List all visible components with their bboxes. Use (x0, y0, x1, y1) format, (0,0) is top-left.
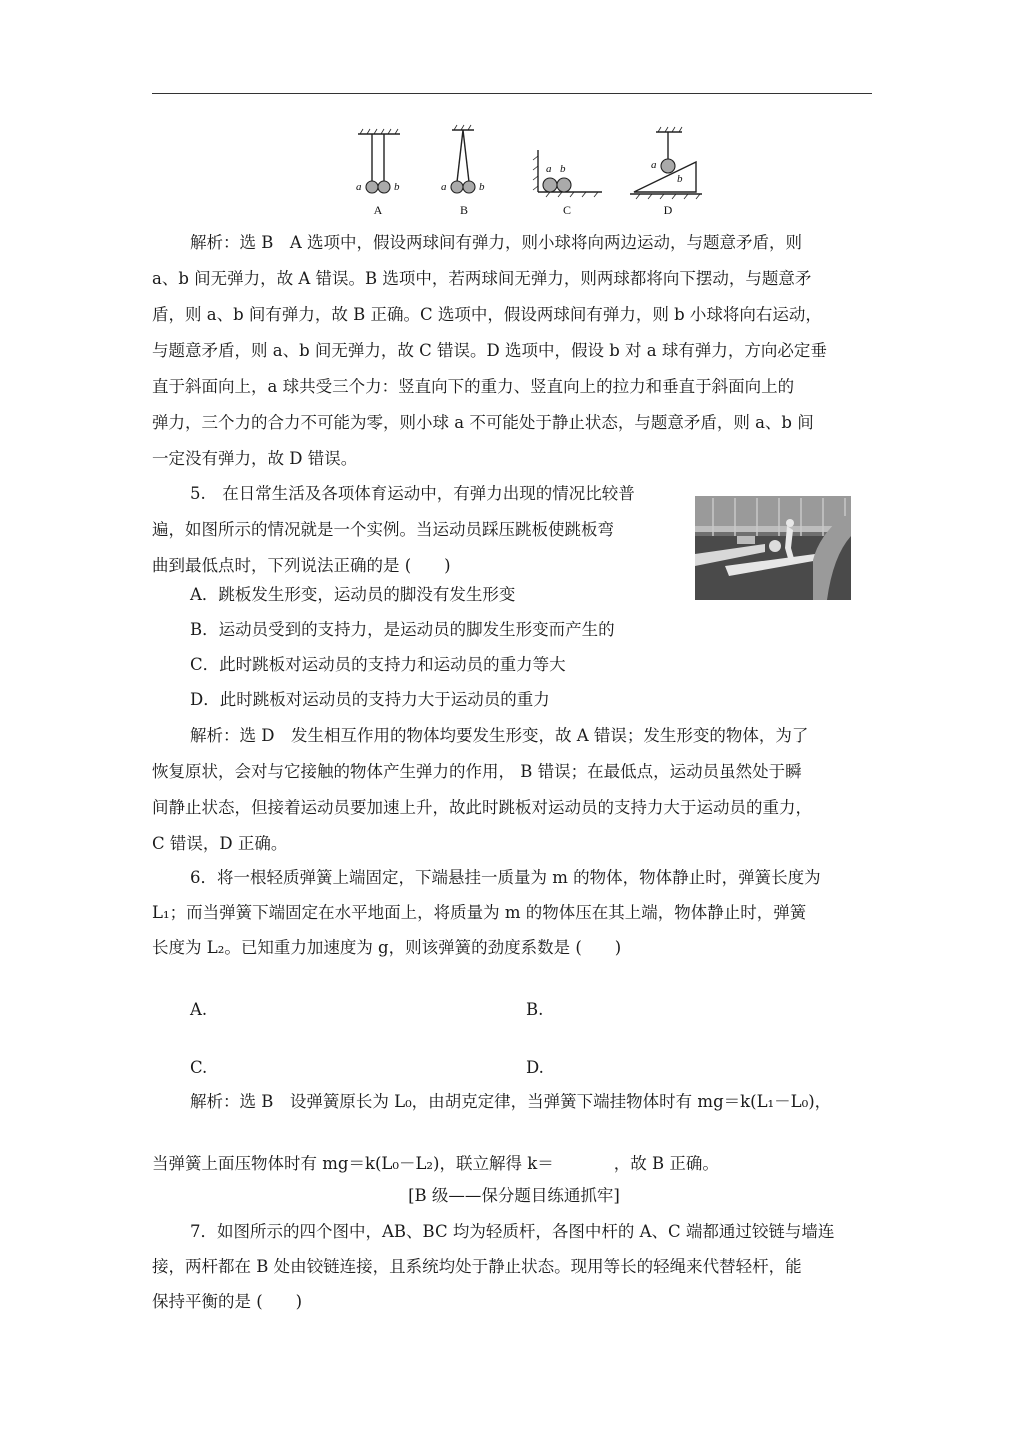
figure-label-a: A (373, 203, 383, 217)
q5-analysis-line: 解析：选 D 发生相互作用的物体均要发生形变，故 A 错误；发生形变的物体，为了 (190, 726, 809, 745)
q6-stem-line: 6．将一根轻质弹簧上端固定，下端悬挂一质量为 m 的物体，物体静止时，弹簧长度为 (190, 868, 821, 887)
q7-stem-line: 接，两杆都在 B 处由铰链连接，且系统均处于静止状态。现用等长的轻绳来代替轻杆，能 (152, 1257, 802, 1276)
analysis4-line: 与题意矛盾，则 a、b 间无弹力，故 C 错误。D 选项中，假设 b 对 a 球有弹力，方向必定垂 (152, 341, 827, 360)
ball-label-a: a (651, 159, 657, 171)
q6-stem-line: 长度为 L₂。已知重力加速度为 g，则该弹簧的劲度系数是 ( ) (152, 938, 622, 957)
q6-stem-line: L₁；而当弹簧下端固定在水平地面上，将质量为 m 的物体压在其上端，物体静止时，弹簧 (152, 903, 807, 922)
ball-label-a: a (441, 181, 447, 193)
q5-stem-line: 5. 在日常生活及各项体育运动中，有弹力出现的情况比较普 (190, 484, 635, 503)
ball-label-b: b (560, 163, 566, 175)
q6-option-c: C. (190, 1058, 208, 1077)
q6-analysis-line2-end: ，故 B 正确。 (613, 1154, 719, 1173)
figure-four-ball-setups (340, 122, 720, 222)
analysis4-line: 盾，则 a、b 间有弹力，故 B 正确。C 选项中，假设两球间有弹力，则 b 小球将向右运动， (152, 305, 822, 324)
q7-stem-line: 7．如图所示的四个图中，AB、BC 均为轻质杆，各图中杆的 A、C 端都通过铰链与墙连 (190, 1222, 835, 1241)
q6-analysis-line2 (152, 1154, 876, 1174)
q5-stem-line: 遍，如图所示的情况就是一个实例。当运动员踩压跳板使跳板弯 (152, 520, 614, 539)
q6-analysis-line1: 解析：选 B 设弹簧原长为 L₀，由胡克定律，当弹簧下端挂物体时有 mg＝k(L₁－L₀)， (190, 1092, 832, 1111)
q5-option-c: C．此时跳板对运动员的支持力和运动员的重力等大 (190, 655, 566, 674)
q5-option-b: B．运动员受到的支持力，是运动员的脚发生形变而产生的 (190, 620, 615, 639)
q5-analysis-line: 间静止状态，但接着运动员要加速上升，故此时跳板对运动员的支持力大于运动员的重力， (152, 798, 812, 817)
q6-analysis-line2-start: 当弹簧上面压物体时有 mg＝k(L₀－L₂)，联立解得 k＝ (152, 1154, 554, 1173)
q6-option-d: D. (526, 1058, 544, 1077)
analysis4-line: a、b 间无弹力，故 A 错误。B 选项中，若两球间无弹力，则两球都将向下摆动，与题意矛 (152, 269, 812, 288)
analysis4-line: 解析：选 B A 选项中，假设两球间有弹力，则小球将向两边运动，与题意矛盾，则 (190, 233, 803, 252)
q5-option-a: A．跳板发生形变，运动员的脚没有发生形变 (190, 585, 516, 604)
ball-label-a: a (356, 181, 362, 193)
ball-label-b: b (394, 181, 400, 193)
analysis4-line: 弹力，三个力的合力不可能为零，则小球 a 不可能处于静止状态，与题意矛盾，则 a、b 间 (152, 413, 814, 432)
q7-stem-line: 保持平衡的是 ( ) (152, 1292, 303, 1311)
q5-option-d: D．此时跳板对运动员的支持力大于运动员的重力 (190, 690, 550, 709)
q5-analysis-line: C 错误，D 正确。 (152, 834, 288, 853)
header-rule (152, 93, 872, 94)
q6-option-b: B. (526, 1000, 544, 1019)
figure-label-b: B (459, 203, 469, 217)
figure-label-d: D (663, 203, 673, 217)
q6-option-a: A. (190, 1000, 208, 1019)
analysis4-line: 直于斜面向上，a 球共受三个力：竖直向下的重力、竖直向上的拉力和垂直于斜面向上的 (152, 377, 795, 396)
q5-stem-line: 曲到最低点时，下列说法正确的是 ( ) (152, 556, 451, 575)
figure-label-c: C (562, 203, 572, 217)
q5-analysis-line: 恢复原状，会对与它接触的物体产生弹力的作用， B 错误；在最低点，运动员虽然处于瞬 (152, 762, 802, 781)
section-heading: [B 级——保分题目练通抓牢] (408, 1186, 620, 1205)
ball-label-b: b (479, 181, 485, 193)
ball-label-a: a (546, 163, 552, 175)
ball-label-b: b (677, 173, 683, 185)
analysis4-line: 一定没有弹力，故 D 错误。 (152, 449, 358, 468)
